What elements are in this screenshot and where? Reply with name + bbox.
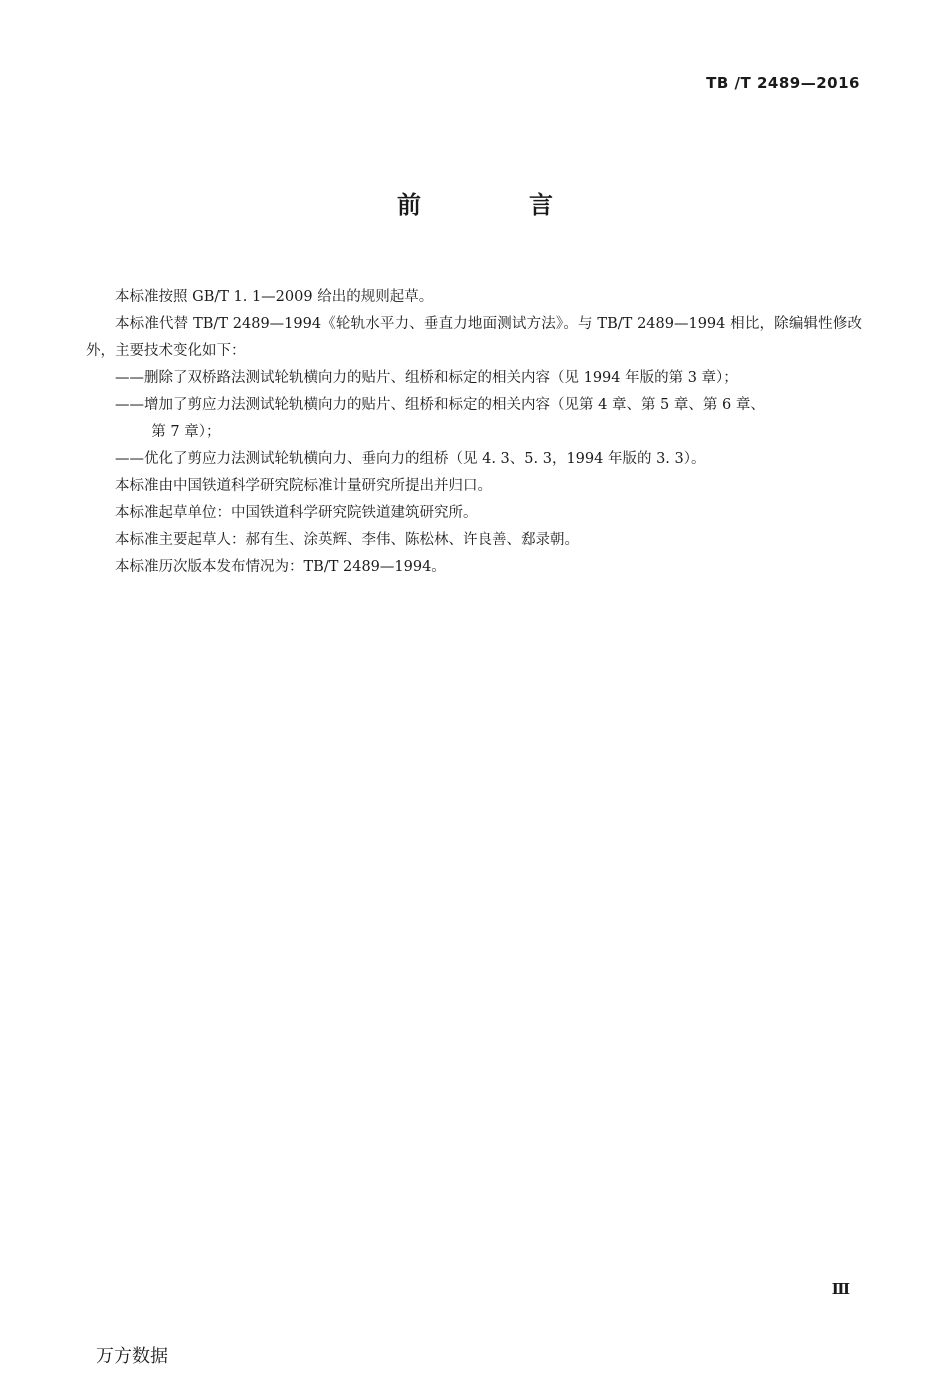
page-title: 前 言 xyxy=(397,191,595,219)
watermark-text: 万方数据 xyxy=(96,1346,168,1367)
paragraph-drafting-unit: 本标准起草单位：中国铁道科学研究院铁道建筑研究所。 xyxy=(115,505,478,521)
paragraph-replacement: 本标准代替 TB/T 2489—1994《轮轨水平力、垂直力地面测试方法》。与 TB/T 2489—1994 相比，除编辑性修改外，主要技术变化如下： xyxy=(86,316,862,359)
standard-code-header: TB /T 2489—2016 xyxy=(706,74,860,92)
change-item-optimized xyxy=(86,446,862,473)
change-item-optimized-text: ——优化了剪应力法测试轮轨横向力、垂向力的组桥（见 4. 3、5. 3，1994 年版的 3. 3）。 xyxy=(115,451,706,467)
change-item-deleted-text: ——删除了双桥路法测试轮轨横向力的贴片、组桥和标定的相关内容（见 1994 年版的第 3 章）； xyxy=(115,370,738,386)
preface-body xyxy=(86,284,862,581)
paragraph-drafters: 本标准主要起草人：郝有生、涂英辉、李伟、陈松林、许良善、郄录朝。 xyxy=(115,532,579,548)
change-item-added-text: ——增加了剪应力法测试轮轨横向力的贴片、组桥和标定的相关内容（见第 4 章、第 5 章、第 6 章、 xyxy=(115,397,765,413)
change-item-deleted xyxy=(86,365,862,392)
page-number: Ⅲ xyxy=(831,1280,850,1298)
paragraph-proposer: 本标准由中国铁道科学研究院标准计量研究所提出并归口。 xyxy=(115,478,492,494)
paragraph-version-history: 本标准历次版本发布情况为：TB/T 2489—1994。 xyxy=(115,559,446,575)
paragraph-drafting-rules: 本标准按照 GB/T 1. 1—2009 给出的规则起草。 xyxy=(115,289,434,305)
change-item-added-continuation: 第 7 章）； xyxy=(151,424,221,440)
change-item-added xyxy=(86,392,862,446)
